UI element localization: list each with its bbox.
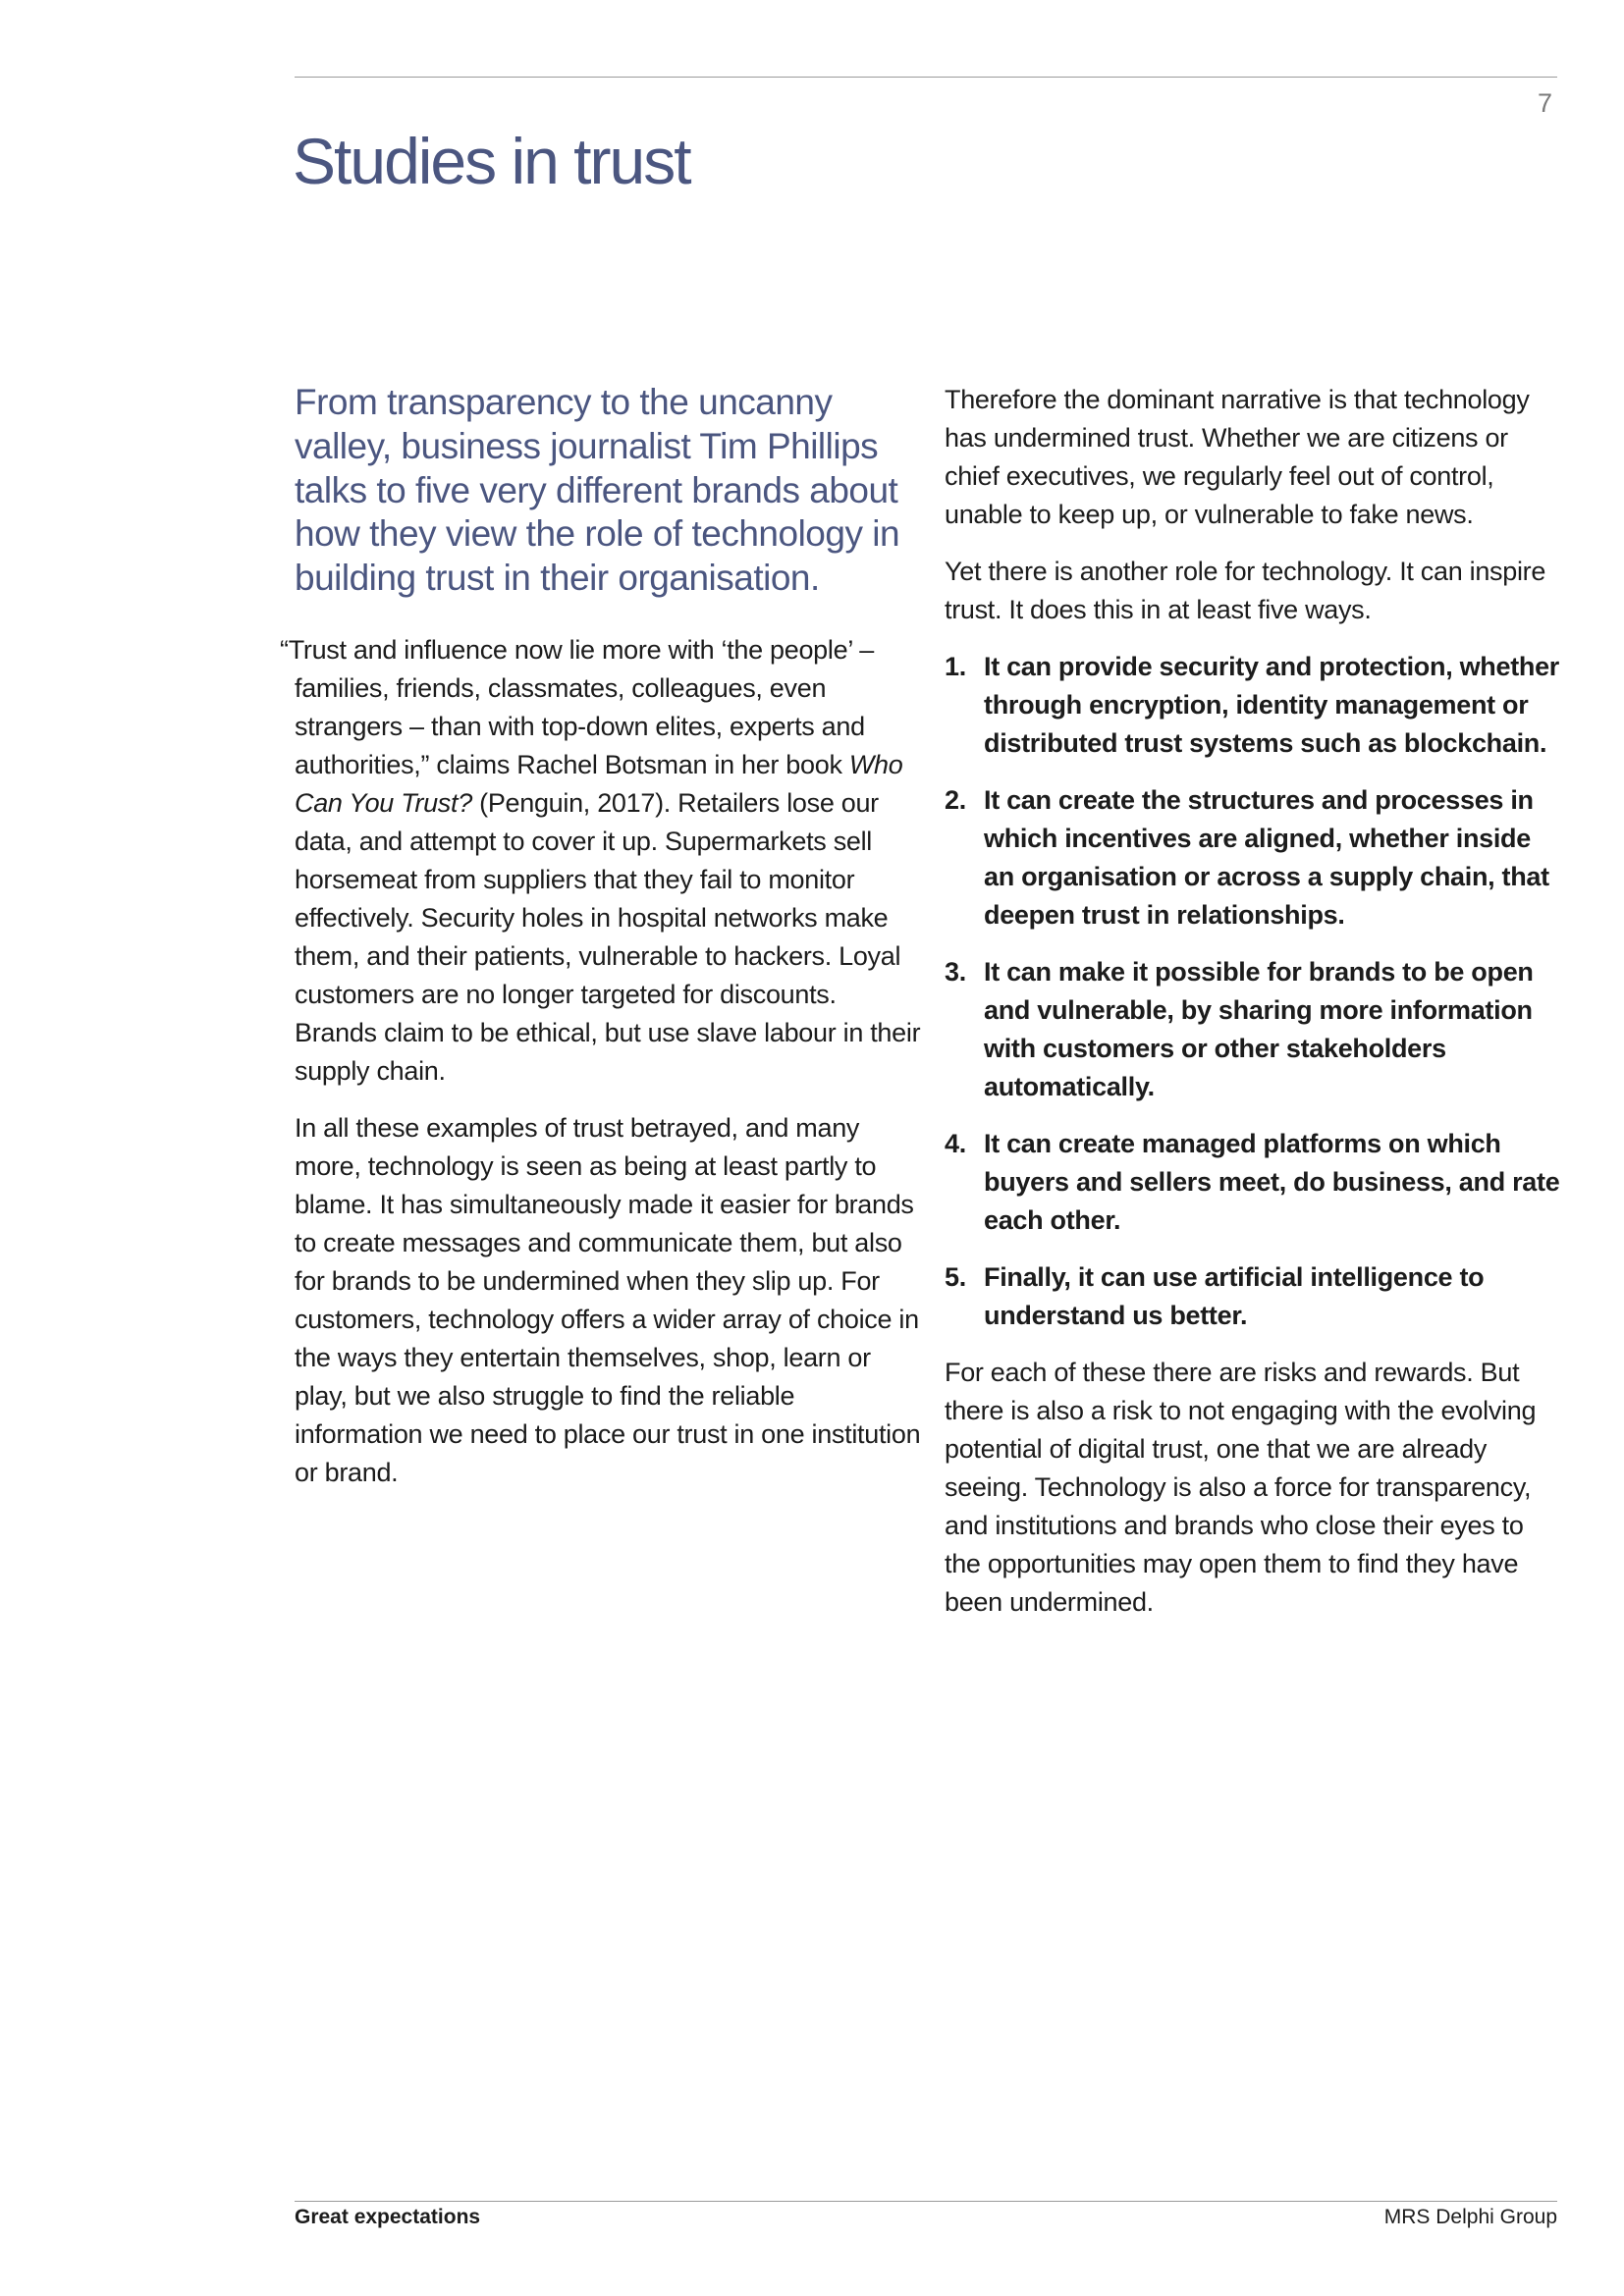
body-paragraph: In all these examples of trust betrayed, and many more, technology is seen as being at least partly to blame. It has simultaneously made it easier for brands to create messages and communicate them, but also for brands to be undermined when they slip up. For customers, technology offers a wider array of choice in the ways they entertain themselves, shop, learn or play, but we also struggle to find the reliable information we need to place our trust in one institution or brand.: [295, 1112, 921, 1487]
list-item-text: It can make it possible for brands to be open and vulnerable, by sharing more information with customers or other stakeholders automatically.: [984, 957, 1534, 1101]
list-number: 1.: [945, 652, 966, 681]
list-item: [945, 1258, 1563, 1335]
quote-text-end: (Penguin, 2017). Retailers lose our data, and attempt to cover it up. Supermarkets sell horsemeat from suppliers that they fail to monitor effectively. Security holes in hospital networks make them, and their patients, vulnerable to hackers. Loyal customers are no longer targeted for discounts. Brands claim to be ethical, but use slave labour in their supply chain.: [295, 787, 921, 1086]
list-item: [945, 781, 1563, 934]
body-paragraph: For each of these there are risks and rewards. But there is also a risk to not engaging with the evolving potential of digital trust, one that we are already seeing. Technology is also a force for transparency, and institutions and brands who close their eyes to the opportunities may open them to find they have been undermined.: [945, 1358, 1537, 1617]
quote-text-start: “Trust and influence now lie more with ‘the people’ – families, friends, classmates, colleagues, even strangers – than with top-down elites, experts and authorities,” claims Rachel Botsman in her book: [280, 634, 874, 779]
body-paragraph: Yet there is another role for technology. It can inspire trust. It does this in at least five ways.: [945, 557, 1546, 624]
footer-rule: [295, 2201, 1557, 2202]
page-title: Studies in trust: [293, 125, 690, 198]
page-number: 7: [1538, 88, 1553, 118]
list-item: [945, 648, 1563, 763]
list-item-text: Finally, it can use artificial intelligence to understand us better.: [984, 1262, 1485, 1330]
intro-standfirst: From transparency to the uncanny valley, business journalist Tim Phillips talks to five very different brands about how they view the role of technology in building trust in their organisation.: [295, 382, 900, 599]
footer-publication-title: Great expectations: [295, 2206, 481, 2228]
list-item-text: It can create the structures and processes in which incentives are aligned, whether inside an organisation or across a supply chain, that deepen trust in relationships.: [984, 785, 1549, 930]
list-item: [945, 1125, 1563, 1240]
list-number: 2.: [945, 785, 966, 815]
list-item-text: It can provide security and protection, whether through encryption, identity management or distributed trust systems such as blockchain.: [984, 652, 1560, 758]
body-paragraph: Therefore the dominant narrative is that technology has undermined trust. Whether we are citizens or chief executives, we regularly feel out of control, unable to keep up, or vulnerable to fake news.: [945, 385, 1530, 529]
list-number: 5.: [945, 1262, 966, 1292]
list-item-text: It can create managed platforms on which buyers and sellers meet, do business, and rate each other.: [984, 1129, 1560, 1235]
quote-paragraph: [280, 631, 923, 1091]
left-column: [280, 381, 923, 1511]
footer-publisher: MRS Delphi Group: [1383, 2206, 1557, 2228]
list-item: [945, 953, 1563, 1106]
header-rule: [295, 77, 1557, 78]
list-number: 4.: [945, 1129, 966, 1158]
five-ways-list: [945, 648, 1563, 1335]
book-title: Who Can You Trust?: [295, 749, 903, 818]
list-number: 3.: [945, 957, 966, 987]
right-column: [945, 381, 1563, 1640]
